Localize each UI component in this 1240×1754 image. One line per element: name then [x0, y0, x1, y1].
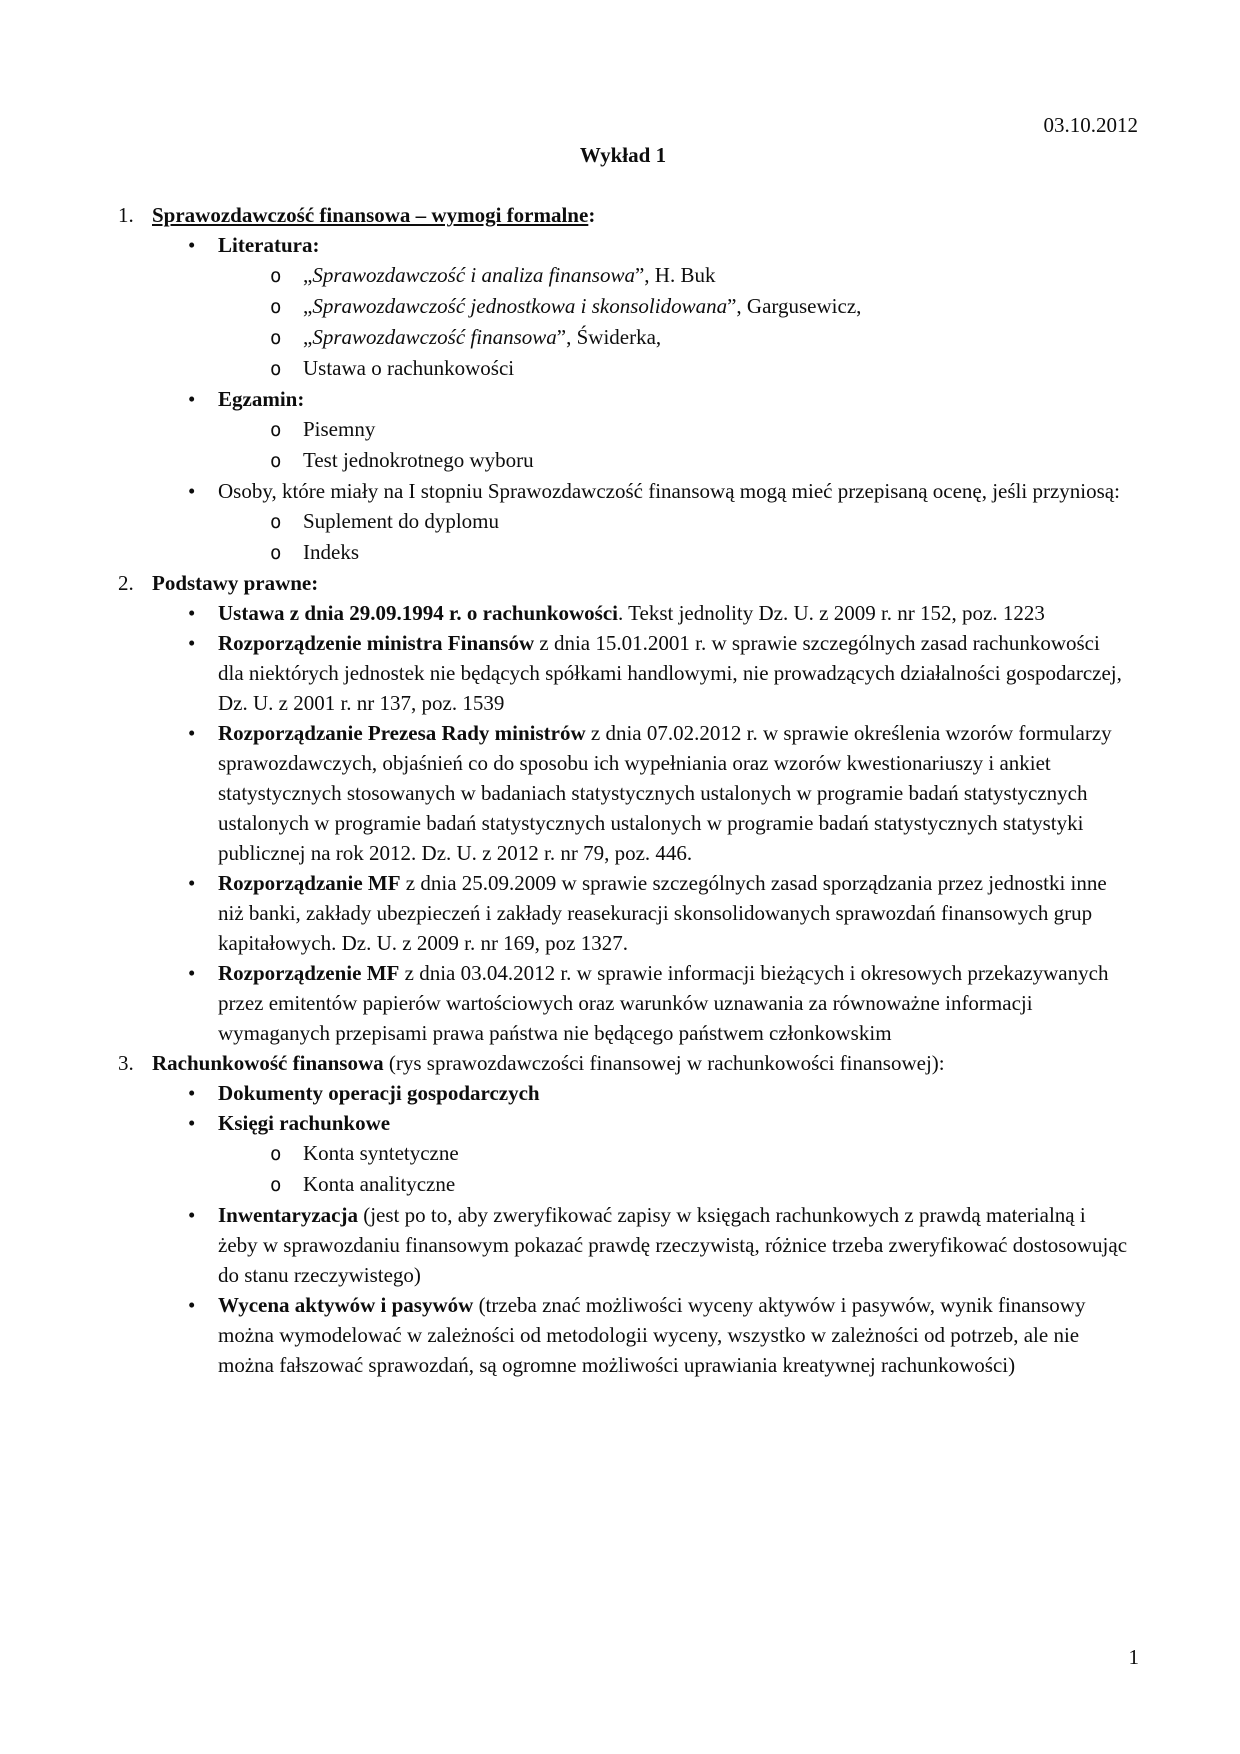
- text-run: Rozporządzenie ministra Finansów: [218, 631, 535, 655]
- page-title: Wykład 1: [579, 143, 667, 167]
- text-run: z dnia 07.02.2012 r. w sprawie określenia wzorów formularzy sprawozdawczych, objaśnień co do sposobu ich wypełniania oraz wzorów kwestionariuszy i ankiet statystycznych stosowanych w badaniach statystycznych ustalonych w programie badań statystycznych ustalonych w programie badań statystycznych ustalonych w programie badań statystycznych statystyki publicznej na rok 2012. Dz. U. z 2012 r. nr 79, poz. 446.: [218, 721, 1112, 865]
- bullet-icon: •: [188, 387, 196, 411]
- section-heading-text: [152, 200, 1128, 230]
- bullet-icon: •: [188, 721, 196, 745]
- list-item-text: [303, 260, 1128, 290]
- list-item-inwentaryzacja: [118, 1200, 1128, 1290]
- list-item-book: [118, 353, 1128, 384]
- list-item-ustawa: [118, 598, 1128, 628]
- list-item: [118, 537, 1128, 568]
- bullet-icon: •: [188, 961, 196, 985]
- text-run: Literatura:: [218, 233, 320, 257]
- text-run: Rozporządzanie MF: [218, 871, 401, 895]
- bullet-icon: •: [188, 631, 196, 655]
- section-3-heading: [118, 1048, 1128, 1078]
- section-heading-text: [152, 568, 1128, 598]
- text-run: Rachunkowość finansowa: [152, 1051, 384, 1075]
- text-run: Sprawozdawczość i analiza finansowa: [312, 263, 635, 287]
- document-date: 03.10.2012: [1043, 113, 1138, 137]
- section-2-heading: [118, 568, 1128, 598]
- text-run: z dnia 03.04.2012 r. w sprawie informacji bieżących i okresowych przekazywanych przez emitentów papierów wartościowych oraz warunków uznawania za równoważne informacji wymaganych przepisami prawa państwa nie będącego państwem członkowskim: [218, 961, 1109, 1045]
- list-item-book: [118, 322, 1128, 353]
- bullet-icon: •: [188, 1081, 196, 1105]
- list-item-text: [303, 291, 1128, 321]
- circle-bullet-icon: o: [270, 265, 282, 287]
- list-item-text: Pisemny: [303, 417, 376, 441]
- list-item-book: [118, 260, 1128, 291]
- list-item-ksiegi: [118, 1108, 1128, 1138]
- text-run: Rozporządzenie MF: [218, 961, 400, 985]
- text-run: Wycena aktywów i pasywów: [218, 1293, 474, 1317]
- list-item-text: [218, 1200, 1128, 1290]
- text-run: Rozporządzanie Prezesa Rady ministrów: [218, 721, 586, 745]
- text-run: „: [303, 294, 313, 318]
- list-item-text: [218, 868, 1128, 958]
- list-item-text: Ustawa o rachunkowości: [303, 356, 515, 380]
- list-item-text: Suplement do dyplomu: [303, 509, 499, 533]
- circle-bullet-icon: o: [270, 1174, 282, 1196]
- text-run: . Tekst jednolity Dz. U. z 2009 r. nr 152, poz. 1223: [618, 601, 1045, 625]
- list-item-rozporzadzenie: [118, 958, 1128, 1048]
- list-item: [118, 1138, 1128, 1169]
- list-item: [118, 445, 1128, 476]
- page-number: 1: [1128, 1645, 1139, 1669]
- list-item-text: Konta analityczne: [303, 1172, 456, 1196]
- section-number: 3.: [118, 1051, 134, 1075]
- list-item-text: Indeks: [303, 540, 359, 564]
- list-item-osoby: [118, 476, 1128, 506]
- text-run: Dokumenty operacji gospodarczych: [218, 1081, 540, 1105]
- list-item-text: Konta syntetyczne: [303, 1141, 459, 1165]
- text-run: z dnia 25.09.2009 w sprawie szczególnych zasad sporządzania przez jednostki inne niż banki, zakłady ubezpieczeń i zakłady reasekuracji skonsolidowanych sprawozdań finansowych grup kapitałowych. Dz. U. z 2009 r. nr 169, poz 1327.: [218, 871, 1107, 955]
- list-item-text: [218, 1290, 1128, 1380]
- bullet-icon: •: [188, 233, 196, 257]
- text-run: (trzeba znać możliwości wyceny aktywów i pasywów, wynik finansowy można wymodelować w zależności od metodologii wyceny, wszystko w zależności od potrzeb, ale nie można fałszować sprawozdań, są ogromne możliwości uprawiania kreatywnej rachunkowości): [218, 1293, 1086, 1377]
- list-item-rozporzadzenie: [118, 868, 1128, 958]
- section-1-heading: [118, 200, 1128, 230]
- list-item-text: [218, 1078, 1128, 1108]
- bullet-icon: •: [188, 601, 196, 625]
- list-item-text: [218, 628, 1128, 718]
- text-run: Sprawozdawczość jednostkowa i skonsolidowana: [312, 294, 728, 318]
- list-item: [118, 506, 1128, 537]
- circle-bullet-icon: o: [270, 1143, 282, 1165]
- section-number: 2.: [118, 571, 134, 595]
- section-number: 1.: [118, 203, 134, 227]
- list-item-literatura: [118, 230, 1128, 260]
- circle-bullet-icon: o: [270, 296, 282, 318]
- text-run: Sprawozdawczość finansowa: [312, 325, 557, 349]
- text-run: ”, Gargusewicz,: [727, 294, 862, 318]
- text-run: Inwentaryzacja: [218, 1203, 358, 1227]
- text-run: (jest po to, aby zweryfikować zapisy w księgach rachunkowych z prawdą materialną i żeby w sprawozdaniu finansowym pokazać prawdę rzeczywistą, różnice trzeba zweryfikować dostosowując do stanu rzeczywistego): [218, 1203, 1128, 1287]
- list-item-text: [303, 322, 1128, 352]
- list-item-text: [218, 718, 1128, 868]
- list-item-text: Osoby, które miały na I stopniu Sprawozdawczość finansową mogą mieć przepisaną ocenę, jeśli przyniosą:: [218, 479, 1120, 503]
- text-run: :: [588, 203, 596, 227]
- list-item-rozporzadzenie: [118, 628, 1128, 718]
- text-run: Podstawy prawne:: [152, 571, 319, 595]
- bullet-icon: •: [188, 1293, 196, 1317]
- list-item-book: [118, 291, 1128, 322]
- text-run: „: [303, 325, 313, 349]
- text-run: „: [303, 263, 313, 287]
- text-run: Sprawozdawczość finansowa – wymogi formalne: [152, 203, 589, 227]
- list-item-text: [218, 598, 1128, 628]
- list-item-dokumenty: [118, 1078, 1128, 1108]
- text-run: z dnia 15.01.2001 r. w sprawie szczególnych zasad rachunkowości dla niektórych jednostek nie będących spółkami handlowymi, nie prowadzących działalności gospodarczej, Dz. U. z 2001 r. nr 137, poz. 1539: [218, 631, 1122, 715]
- list-item-egzamin: [118, 384, 1128, 414]
- circle-bullet-icon: o: [270, 450, 282, 472]
- bullet-icon: •: [188, 871, 196, 895]
- text-run: Egzamin:: [218, 387, 305, 411]
- text-run: Ustawa z dnia 29.09.1994 r. o rachunkowości: [218, 601, 619, 625]
- list-item-rozporzadzenie: [118, 718, 1128, 868]
- list-item-text: Test jednokrotnego wyboru: [303, 448, 534, 472]
- text-run: (rys sprawozdawczości finansowej w rachunkowości finansowej):: [383, 1051, 945, 1075]
- text-run: Księgi rachunkowe: [218, 1111, 391, 1135]
- list-item: [118, 1169, 1128, 1200]
- list-item-wycena: [118, 1290, 1128, 1380]
- circle-bullet-icon: o: [270, 419, 282, 441]
- list-item-text: [218, 384, 1128, 414]
- section-heading-text: [152, 1048, 1128, 1078]
- circle-bullet-icon: o: [270, 511, 282, 533]
- circle-bullet-icon: o: [270, 327, 282, 349]
- bullet-icon: •: [188, 1203, 196, 1227]
- list-item-text: [218, 230, 1128, 260]
- list-item: [118, 414, 1128, 445]
- bullet-icon: •: [188, 1111, 196, 1135]
- text-run: ”, H. Buk: [634, 263, 716, 287]
- list-item-text: [218, 1108, 1128, 1138]
- text-run: ”, Świderka,: [556, 325, 662, 349]
- list-item-text: [218, 958, 1128, 1048]
- bullet-icon: •: [188, 479, 196, 503]
- circle-bullet-icon: o: [270, 542, 282, 564]
- circle-bullet-icon: o: [270, 358, 282, 380]
